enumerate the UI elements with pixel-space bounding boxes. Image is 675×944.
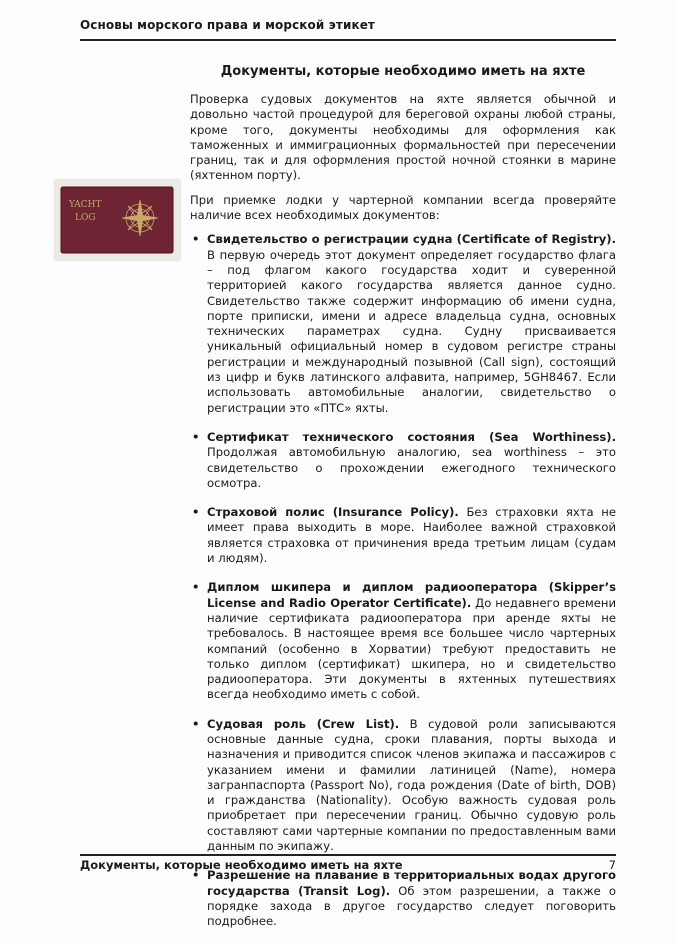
bullet-icon: • <box>192 580 200 595</box>
cover-text-log: LOG <box>75 213 96 223</box>
bullet-icon: • <box>192 232 200 247</box>
list-item-text: Без страховки яхта не имеет права выходить в море. Наиболее важной страховкой является страховка от причинения вреда третьим лицам (судам и людям). <box>207 505 616 566</box>
list-item-title: Сертификат технического состояния (Sea Worthiness). <box>207 429 616 444</box>
list-item-text: В судовой роли записываются основные данные судна, сроки плавания, порты выхода и назначения и приводится список членов экипажа и пассажиров с указанием имени и фамилии латиницей (Name), номера загранпаспорта (Passport No), года рождения (Date of birth, DOB) и гражданства (Nationality). Особую важность судовая роль приобретает при пересечении границ. Обычно судовую роль составляют сами чартерные компании по предоставленным вами данным по экипажу. <box>207 716 616 854</box>
list-item <box>190 232 616 416</box>
list-item-title: Судовая роль (Crew List). <box>207 716 400 731</box>
intro-paragraph: Проверка судовых документов на яхте является обычной и довольно частой процедурой для береговой охраны любой страны, кроме того, документы необходимы для оформления как таможенных и иммиграционных формальностей при пересечении границ, так и для оформления простой ночной стоянки в марине (яхтенном порту). <box>190 92 616 183</box>
running-header: Основы морского права и морской этикет <box>80 18 375 32</box>
list-item <box>190 430 616 491</box>
bullet-icon: • <box>192 868 200 883</box>
footer-divider <box>80 854 616 856</box>
bullet-icon: • <box>192 505 200 520</box>
list-item-title: Страховой полис (Insurance Policy). <box>207 505 459 520</box>
list-item-title: Свидетельство о регистрации судна (Certificate of Registry). <box>207 232 616 247</box>
list-item <box>190 717 616 855</box>
list-item <box>190 580 616 702</box>
running-footer: Документы, которые необходимо иметь на яхте <box>80 858 403 872</box>
bullet-icon: • <box>192 716 200 731</box>
yacht-log-photo <box>55 180 180 260</box>
page-number: 7 <box>608 858 616 872</box>
yacht-log-book-image <box>55 180 180 260</box>
list-item-title: Разрешение на плавание в территориальных водах другого государства (Transit Log). <box>207 868 616 898</box>
documents-list <box>190 232 616 929</box>
article-body <box>190 92 616 944</box>
list-item <box>190 868 616 929</box>
cover-text-yacht: YACHT <box>69 200 102 210</box>
list-item-text: Продолжая автомобильную аналогию, sea worthiness – это свидетельство о прохождении ежегодного технического осмотра. <box>207 445 616 490</box>
section-title: Документы, которые необходимо иметь на яхте <box>220 64 586 79</box>
checklist-intro: При приемке лодки у чартерной компании всегда проверяйте наличие всех необходимых документов: <box>190 192 616 223</box>
list-item-text: В первую очередь этот документ определяет государство флага – под флагом какого государства ходит и суверенной территорией какого государства является данное судно. Свидетельство также содержит информацию об имени судна, порте приписки, имени и адресе владельца судна, основных технических параметрах судна. Судну присваивается уникальный официальный номер в судовом регистре страны регистрации и международный позывной (Call sign), состоящий из цифр и букв латинского алфавита, например, 5GH8467. Если использовать автомобильные аналогии, свидетельство о регистрации это «ПТС» яхты. <box>207 247 616 415</box>
list-item <box>190 505 616 566</box>
bullet-icon: • <box>192 429 200 444</box>
list-item-text: До недавнего времени наличие сертификата радиооператора при аренде яхты не требовалось. В настоящее время все большее число чартерных компаний (особенно в Хорватии) требуют предоставить не только диплом (сертификат) шкипера, но и свидетельство радиооператора. Эти документы в яхтенных путешествиях всегда необходимо иметь с собой. <box>207 595 616 702</box>
list-item-text: Об этом разрешении, а также о порядке захода в другое государство следует поговорить подробнее. <box>207 883 616 929</box>
list-item-title: Диплом шкипера и диплом радиооператора (Skipper’s License and Radio Operator Certificate). <box>207 580 616 610</box>
header-divider <box>80 39 616 41</box>
